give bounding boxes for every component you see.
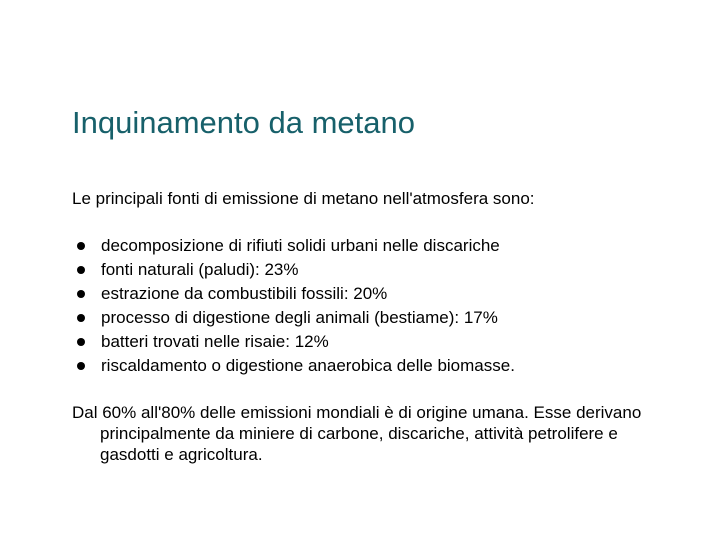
list-item: [72, 234, 515, 258]
bullet-dot-icon: [77, 362, 85, 370]
list-item-text: processo di digestione degli animali (bestiame): 17%: [101, 308, 498, 327]
list-item: [72, 354, 515, 378]
list-item-text: fonti naturali (paludi): 23%: [101, 260, 299, 279]
slide-title: Inquinamento da metano: [72, 105, 415, 140]
list-item-text: estrazione da combustibili fossili: 20%: [101, 284, 388, 303]
bullet-dot-icon: [77, 338, 85, 346]
bullet-dot-icon: [77, 242, 85, 250]
list-item: [72, 330, 515, 354]
list-item: [72, 306, 515, 330]
bullet-dot-icon: [77, 314, 85, 322]
bullet-dot-icon: [77, 266, 85, 274]
list-item-text: decomposizione di rifiuti solidi urbani nelle discariche: [101, 236, 500, 255]
emission-sources-list: [72, 234, 515, 378]
list-item-text: batteri trovati nelle risaie: 12%: [101, 332, 329, 351]
list-item-text: riscaldamento o digestione anaerobica delle biomasse.: [101, 356, 515, 375]
closing-paragraph: Dal 60% all'80% delle emissioni mondiali è di origine umana. Esse derivano principalmente da miniere di carbone, discariche, attività petrolifere e gasdotti e agricoltura.: [72, 403, 642, 464]
list-item: [72, 258, 515, 282]
list-item: [72, 282, 515, 306]
intro-text: Le principali fonti di emissione di metano nell'atmosfera sono:: [72, 189, 535, 208]
bullet-dot-icon: [77, 290, 85, 298]
